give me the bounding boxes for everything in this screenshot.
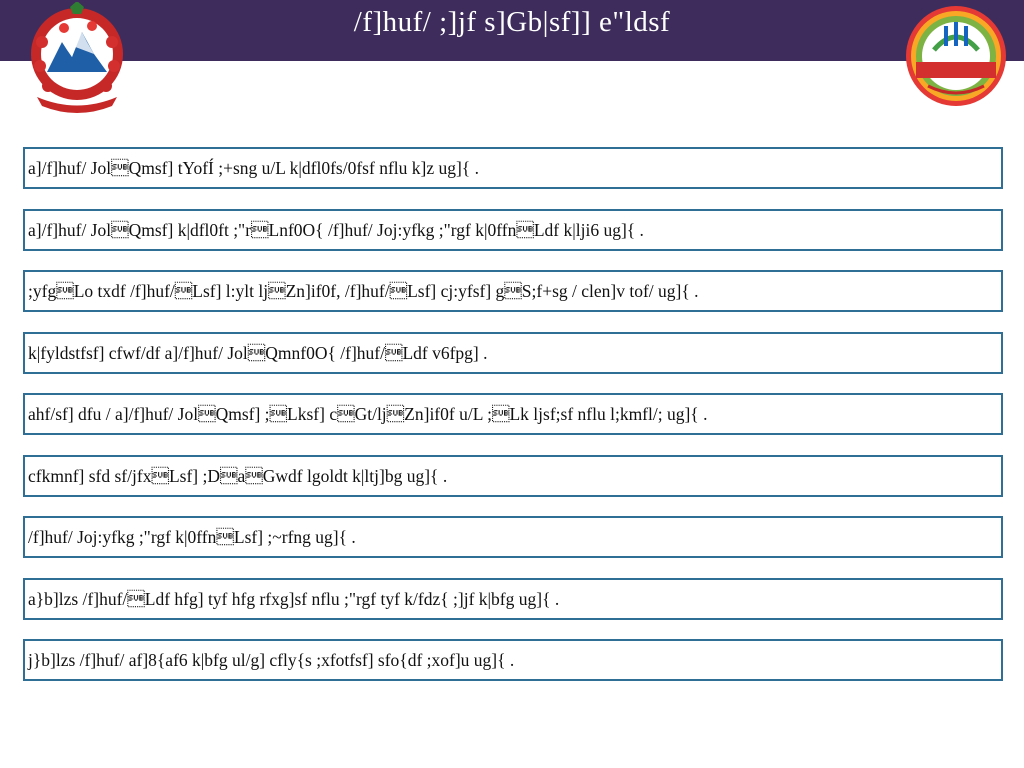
list-item: ahf/sf] dfu / a]/f]huf/ JolQmsf] ;Lksf] cGt/ljZn]if0f u/L ;Lk ljsf;sf nflu l;kmfl/; ug]{ . <box>23 393 1003 435</box>
list-item: a]/f]huf/ JolQmsf] tYofÍ ;+sng u/L k|dfl0fs/0fsf nflu k]z ug]{ . <box>23 147 1003 189</box>
list-item: /f]huf/ Joj:yfkg ;"rgf k|0ffnLsf] ;~rfng ug]{ . <box>23 516 1003 558</box>
list-item: a]/f]huf/ JolQmsf] k|dfl0ft ;"rLnf0O{ /f]huf/ Joj:yfkg ;"rgf k|0ffnLdf k|lji6 ug]{ . <box>23 209 1003 251</box>
list-item: k|fyldstfsf] cfwf/df a]/f]huf/ JolQmnf0O{ /f]huf/Ldf v6fpg] . <box>23 332 1003 374</box>
page-title: /f]huf/ ;]jf s]Gb|sf]] e"ldsf <box>353 6 671 38</box>
list-item: j}b]lzs /f]huf/ af]8{af6 k|bfg ul/g] cfly{s ;xfotfsf] sfo{df ;xof]u ug]{ . <box>23 639 1003 681</box>
employment-service-centre-logo-icon <box>904 4 1008 108</box>
nepal-emblem-icon <box>12 2 142 118</box>
list-item: ;yfgLo txdf /f]huf/Lsf] l:ylt ljZn]if0f, /f]huf/Lsf] cj:yfsf] gS;f+sg / clen]v tof/ ug]{ . <box>23 270 1003 312</box>
list-item: a}b]lzs /f]huf/Ldf hfg] tyf hfg rfxg]sf nflu ;"rgf tyf k/fdz{ ;]jf k|bfg ug]{ . <box>23 578 1003 620</box>
duties-list <box>23 147 1003 701</box>
list-item: cfkmnf] sfd sf/jfxLsf] ;DaGwdf lgoldt k|ltj]bg ug]{ . <box>23 455 1003 497</box>
